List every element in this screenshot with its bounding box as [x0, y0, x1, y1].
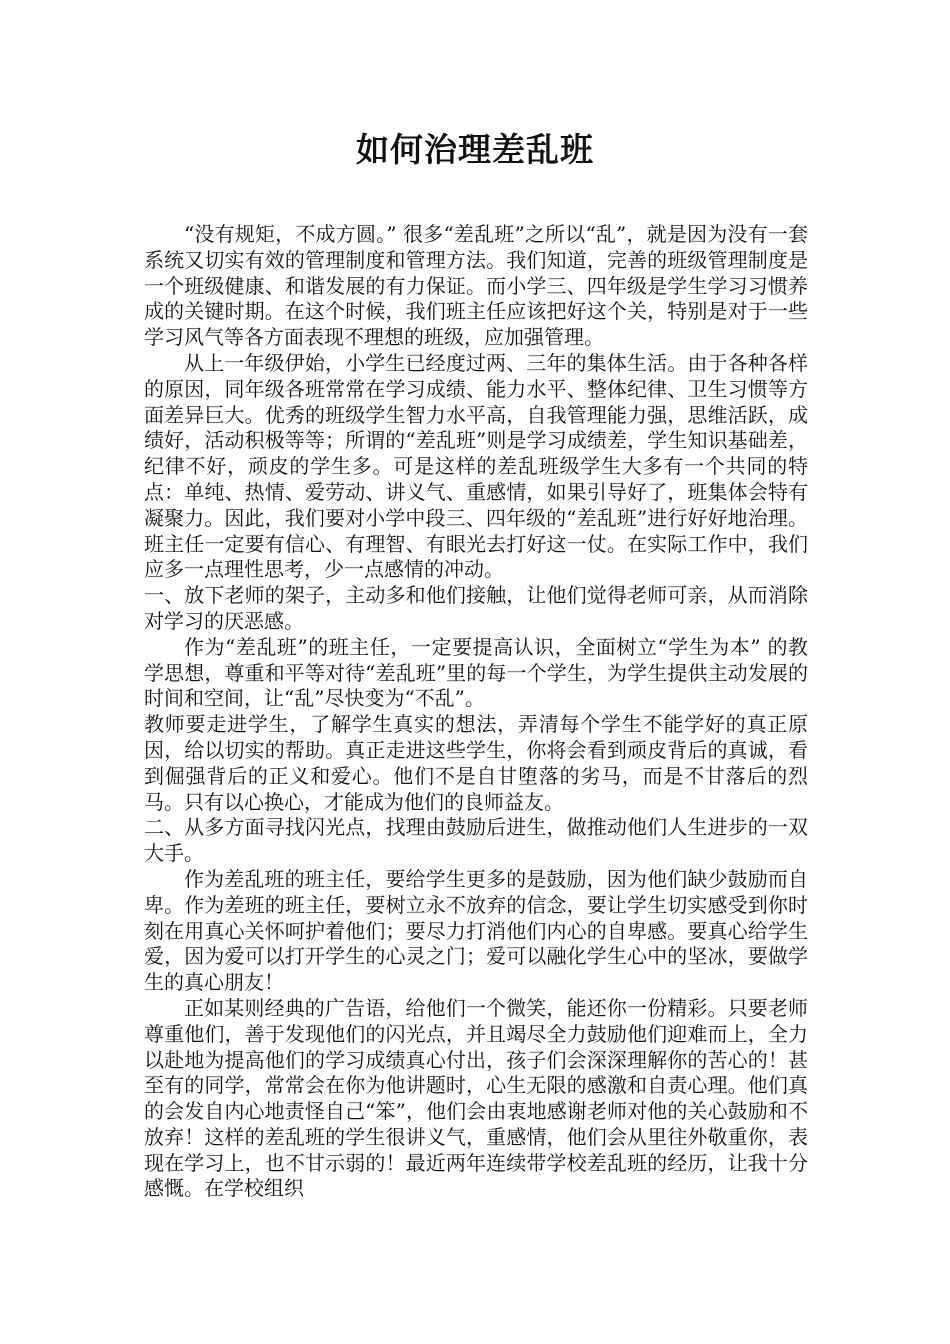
paragraph-section-one-a: 作为“差乱班”的班主任，一定要提高认识，全面树立“学生为本” 的教学思想，尊重和平等对待“差乱班”里的每一个学生，为学生提供主动发展的时间和空间，让“乱”尽快变为“不乱”。: [144, 634, 808, 711]
section-heading-one: 一、放下老师的架子，主动多和他们接触，让他们觉得老师可亲，从而消除对学习的厌恶感。: [144, 583, 808, 633]
paragraph-background: 从上一年级伊始，小学生已经度过两、三年的集体生活。由于各种各样的原因，同年级各班常常在学习成绩、能力水平、整体纪律、卫生习惯等方面差异巨大。优秀的班级学生智力水平高，自我管理能力强，思维活跃，成绩好，活动积极等等；所谓的“差乱班”则是学习成绩差，学生知识基础差，纪律不好，顽皮的学生多。可是这样的差乱班级学生大多有一个共同的特点：单纯、热情、爱劳动、讲义气、重感情，如果引导好了，班集体会特有凝聚力。因此，我们要对小学中段三、四年级的“差乱班”进行好好地治理。班主任一定要有信心、有理智、有眼光去打好这一仗。在实际工作中，我们应多一点理性思考，少一点感情的冲动。: [144, 350, 808, 582]
paragraph-section-one-b: 教师要走进学生，了解学生真实的想法，弄清每个学生不能学好的真正原因，给以切实的帮助。真正走进这些学生，你将会看到顽皮背后的真诚，看到倔强背后的正义和爱心。他们不是自甘堕落的劣马，而是不甘落后的烈马。只有以心换心，才能成为他们的良师益友。: [144, 712, 808, 814]
section-heading-two: 二、从多方面寻找闪光点，找理由鼓励后进生，做推动他们人生进步的一双大手。: [144, 815, 808, 866]
document-title: 如何治理差乱班: [356, 130, 594, 169]
paragraph-intro: “没有规矩，不成方圆。” 很多“差乱班”之所以“乱”，就是因为没有一套系统又切实有效的管理制度和管理方法。我们知道，完善的班级管理制度是一个班级健康、和谐发展的有力保证。而小学三、四年级是学生学习习惯养成的关键时期。在这个时候，我们班主任应该把好这个关，特别是对于一些学习风气等各方面表现不理想的班级，应加强管理。: [144, 222, 808, 350]
document-body: [144, 222, 808, 1202]
paragraph-section-two-b: 正如某则经典的广告语，给他们一个微笑，能还你一份精彩。只要老师尊重他们，善于发现他们的闪光点，并且竭尽全力鼓励他们迎难而上，全力以赴地为提高他们的学习成绩真心付出，孩子们会深深理解你的苦心的！甚至有的同学，常常会在你为他讲题时，心生无限的感激和自责心理。他们真的会发自内心地责怪自己“笨”，他们会由衷地感谢老师对他的关心鼓励和不放弃！这样的差乱班的学生很讲义气，重感情，他们会从里往外敬重你，表现在学习上，也不甘示弱的！最近两年连续带学校差乱班的经历，让我十分感慨。在学校组织: [144, 995, 808, 1201]
paragraph-section-two-a: 作为差乱班的班主任，要给学生更多的是鼓励，因为他们缺少鼓励而自卑。作为差班的班主任，要树立永不放弃的信念，要让学生切实感受到你时刻在用真心关怀呵护着他们；要尽力打消他们内心的自卑感。要真心给学生爱，因为爱可以打开学生的心灵之门；爱可以融化学生心中的坚冰，要做学生的真心朋友！: [144, 866, 808, 995]
